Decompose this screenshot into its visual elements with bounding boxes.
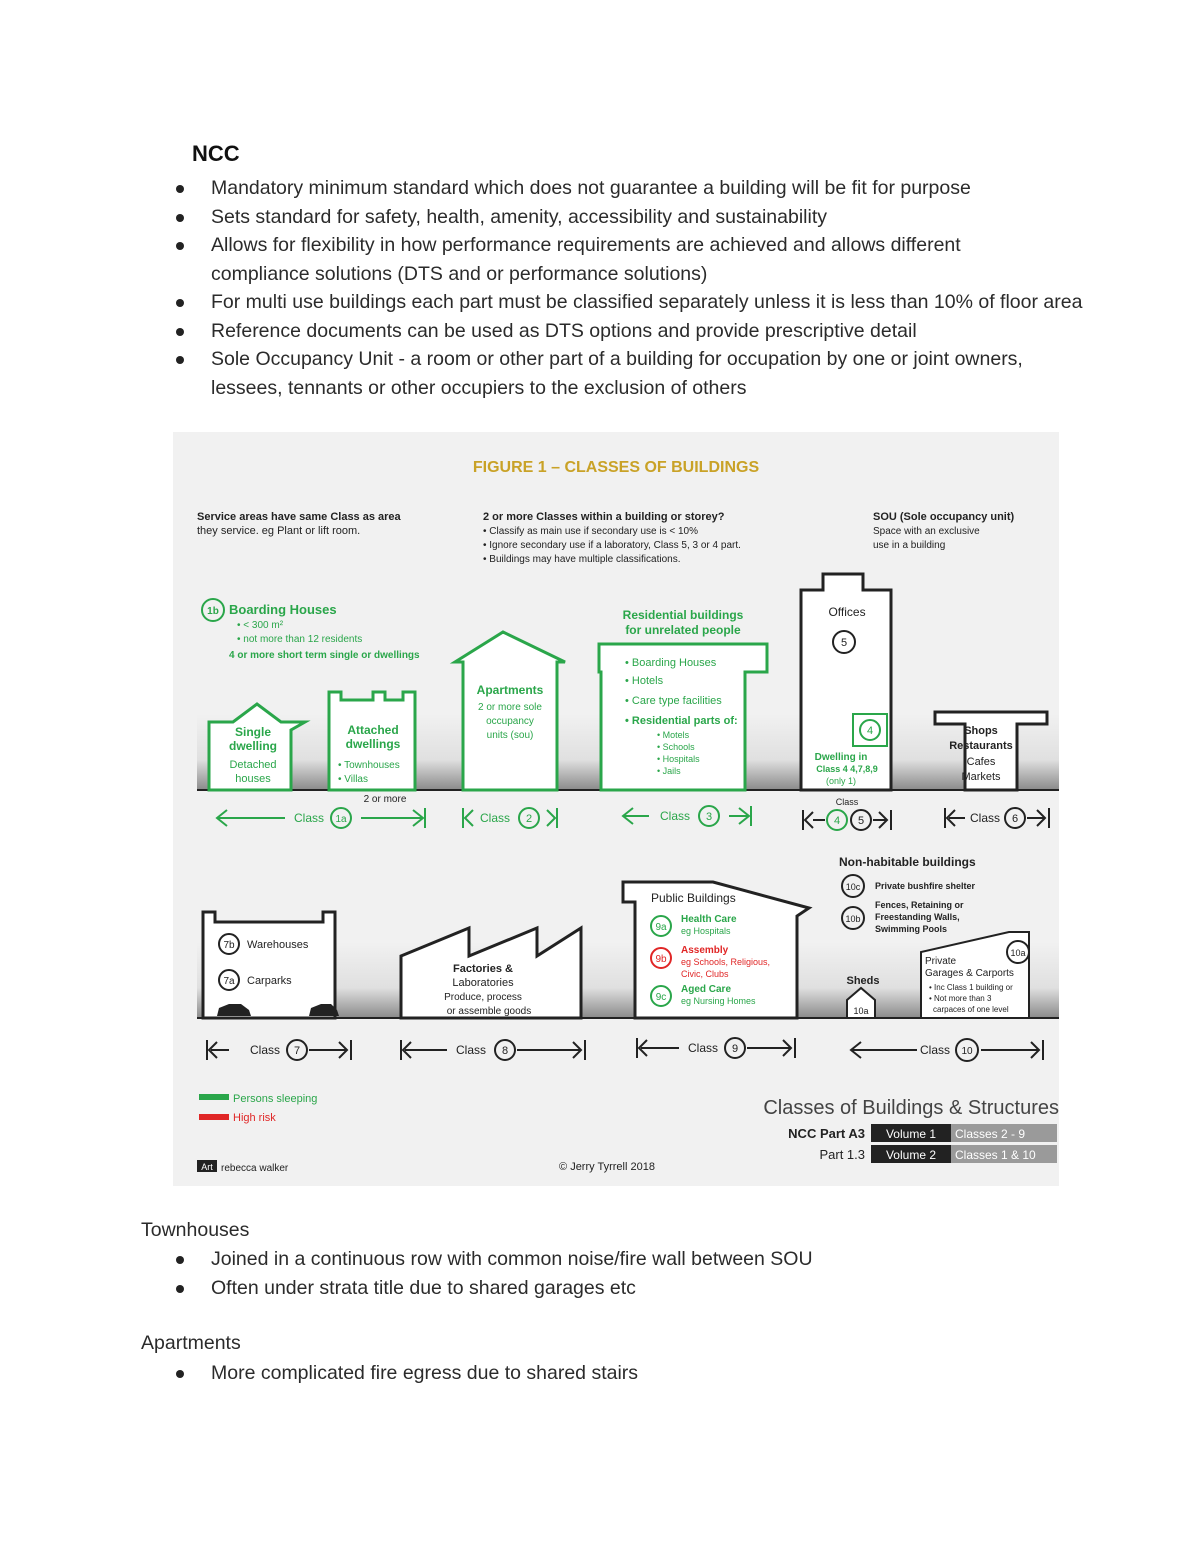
badge-4-text: 4	[866, 725, 874, 737]
single-line1: Single	[234, 725, 272, 739]
bullet-icon	[176, 356, 184, 364]
legend-risk-swatch	[199, 1114, 229, 1120]
factories-line1: Factories &	[453, 963, 513, 975]
dwelling-line2: Class 4 4,7,8,9	[816, 764, 878, 774]
class-5-badge: 5	[857, 815, 865, 827]
vol2-classes: Classes 1 & 10	[955, 1148, 1036, 1162]
residential-sub-3: • Jails	[657, 766, 681, 776]
factories-line2: Laboratories	[452, 977, 514, 989]
big-title: Classes of Buildings & Structures	[763, 1097, 1059, 1119]
nonhab-b-text2: Freestanding Walls,	[875, 912, 960, 922]
class-10-badge: 10	[961, 1046, 973, 1057]
class-8-word: Class	[455, 1043, 487, 1057]
class-6-word: Class	[969, 811, 1001, 825]
vol1-label: Volume 1	[885, 1127, 937, 1141]
art-credit-label: Art	[201, 1162, 213, 1172]
single-line3: Detached	[229, 759, 277, 771]
note-sou-3: use in a building	[873, 540, 946, 551]
nonhab-b-text1: Fences, Retaining or	[875, 900, 964, 910]
public-c-line2: eg Nursing Homes	[681, 996, 756, 1006]
class-6-badge: 6	[1011, 813, 1019, 825]
note-sou-1: SOU (Sole occupancy unit)	[873, 511, 1015, 523]
legend-risk-label: High risk	[233, 1112, 276, 1124]
attached-line3: • Townhouses	[338, 760, 400, 771]
residential-head2: for unrelated people	[625, 623, 741, 637]
note-service-2: they service. eg Plant or lift room.	[197, 525, 361, 537]
list-item: Often under strata title due to shared garages etc	[176, 1274, 813, 1303]
residential-item-3: • Residential parts of:	[625, 715, 738, 727]
garages-line5: carpaces of one level	[933, 1005, 1009, 1014]
attached-line1: Attached	[347, 723, 399, 737]
list-item: Reference documents can be used as DTS options and provide prescriptive detail	[176, 317, 1091, 346]
boarding-title: Boarding Houses	[229, 602, 337, 617]
residential-head1: Residential buildings	[622, 608, 744, 622]
class-4-badge: 4	[833, 815, 841, 827]
badge-1b-text: 1b	[207, 606, 219, 617]
single-line2: dwelling	[229, 739, 277, 753]
class-9-word: Class	[687, 1041, 719, 1055]
badge-7a-text: 7a	[223, 976, 235, 987]
garages-line2: Garages & Carports	[925, 968, 1014, 979]
attached-line2: dwellings	[345, 737, 401, 751]
badge-10a-text: 10a	[1010, 948, 1026, 958]
vol2-label: Volume 2	[885, 1148, 937, 1162]
garages-line4: • Not more than 3	[929, 994, 992, 1003]
shops-line1: Shops	[964, 725, 998, 737]
shops-line2: Restaurants	[949, 740, 1013, 752]
badge-7b-text: 7b	[223, 940, 235, 951]
list-item: Allows for flexibility in how performance requirements are achieved and allows different compliance solutions (DTS and or performance solutions)	[176, 231, 1051, 288]
residential-sub-1: • Schools	[657, 742, 695, 752]
class-10-word: Class	[919, 1043, 951, 1057]
class-3-badge: 3	[705, 811, 713, 823]
sheds-label: Sheds	[846, 975, 880, 987]
offices-label: Offices	[828, 605, 866, 619]
figure-graphic	[173, 432, 1059, 1186]
badge-9b-text: 9b	[655, 954, 667, 965]
badge-10c-text: 10c	[845, 882, 861, 892]
public-b-line1: Assembly	[681, 945, 729, 956]
public-c-line1: Aged Care	[681, 984, 732, 995]
part-a3: NCC Part A3	[788, 1126, 865, 1141]
single-line4: houses	[235, 773, 271, 785]
badge-10b-text: 10b	[845, 914, 861, 924]
factories-line4: or assemble goods	[446, 1006, 532, 1017]
list-item: Sole Occupancy Unit - a room or other part of a building for occupation by one or joint owners, lessees, tennants or other occupiers to the exclusion of others	[176, 345, 1061, 402]
residential-item-1: • Hotels	[625, 675, 664, 687]
note-service-1: Service areas have same Class as area	[197, 511, 401, 523]
list-item: More complicated fire egress due to shared stairs	[176, 1359, 638, 1388]
carparks-label: Carparks	[247, 975, 292, 987]
list-item: Joined in a continuous row with common noise/fire wall between SOU	[176, 1245, 813, 1274]
public-b-line3: Civic, Clubs	[681, 969, 729, 979]
dwelling-line3: (only 1)	[825, 776, 857, 786]
bullet-icon	[176, 1285, 184, 1293]
badge-5-text: 5	[840, 637, 848, 649]
shops-line4: Markets	[961, 771, 1001, 783]
class-8-badge: 8	[501, 1045, 509, 1057]
list-item: Mandatory minimum standard which does not guarantee a building will be fit for purpose	[176, 174, 1091, 203]
bullet-icon	[176, 1370, 184, 1378]
class-9-badge: 9	[731, 1043, 739, 1055]
note-classes-4: • Buildings may have multiple classifications.	[483, 554, 681, 565]
note-classes-2: • Classify as main use if secondary use is < 10%	[483, 526, 698, 537]
legend-sleeping-label: Persons sleeping	[233, 1093, 318, 1105]
list-item: Sets standard for safety, health, amenity, accessibility and sustainability	[176, 203, 1091, 232]
apartments-line4: units (sou)	[486, 730, 534, 741]
nonhab-a-text: Private bushfire shelter	[875, 881, 976, 891]
bullet-icon	[176, 242, 184, 250]
ncc-heading: NCC	[192, 141, 240, 166]
nonhab-title: Non-habitable buildings	[839, 855, 976, 869]
factories-line3: Produce, process	[444, 992, 522, 1003]
apartments-line2: 2 or more sole	[478, 702, 542, 713]
warehouse-building	[203, 912, 335, 1018]
legend-sleeping-swatch	[199, 1094, 229, 1100]
townhouses-bullet-list	[176, 1245, 813, 1302]
attached-note: 2 or more	[363, 794, 407, 805]
public-title: Public Buildings	[651, 891, 736, 905]
boarding-line3: 4 or more short term single or dwellings	[229, 650, 420, 661]
class-7-badge: 7	[293, 1045, 301, 1057]
shops-line3: Cafes	[966, 756, 996, 768]
garages-line3: • Inc Class 1 building or	[929, 983, 1013, 992]
attached-line4: • Villas	[338, 774, 368, 785]
class-1a-badge: 1a	[335, 814, 347, 825]
badge-9c-text: 9c	[655, 992, 667, 1003]
copyright: © Jerry Tyrrell 2018	[559, 1161, 655, 1173]
public-a-line2: eg Hospitals	[681, 926, 731, 936]
apartments-bullet-list	[176, 1359, 638, 1388]
residential-item-2: • Care type facilities	[625, 695, 722, 707]
public-a-line1: Health Care	[681, 914, 737, 925]
note-sou-2: Space with an exclusive	[873, 526, 980, 537]
bullet-icon	[176, 1256, 184, 1264]
dwelling-line1: Dwelling in	[814, 752, 868, 763]
figure-title: FIGURE 1 – CLASSES OF BUILDINGS	[472, 459, 760, 476]
nonhab-b-text3: Swimming Pools	[875, 924, 948, 934]
bullet-icon	[176, 185, 184, 193]
class-7-word: Class	[249, 1043, 281, 1057]
class-2-word: Class	[479, 811, 511, 825]
art-credit-name: rebecca walker	[221, 1163, 289, 1174]
townhouses-heading: Townhouses	[141, 1219, 250, 1241]
shed-badge: 10a	[853, 1006, 869, 1016]
vol1-classes: Classes 2 - 9	[955, 1127, 1026, 1141]
ncc-bullet-list	[176, 174, 1091, 402]
classes-of-buildings-figure	[173, 432, 1059, 1186]
residential-sub-0: • Motels	[657, 730, 690, 740]
residential-sub-2: • Hospitals	[657, 754, 700, 764]
part-13: Part 1.3	[819, 1147, 865, 1162]
residential-item-0: • Boarding Houses	[625, 657, 717, 669]
apartments-heading: Apartments	[141, 1332, 241, 1354]
class-1a-word: Class	[293, 811, 325, 825]
bullet-icon	[176, 299, 184, 307]
boarding-line1: • < 300 m²	[237, 620, 284, 631]
apartments-line1: Apartments	[476, 683, 544, 697]
boarding-line2: • not more than 12 residents	[237, 634, 363, 645]
badge-9a-text: 9a	[655, 922, 667, 933]
list-item: For multi use buildings each part must be classified separately unless it is less than 10% of floor area	[176, 288, 1091, 317]
note-classes-3: • Ignore secondary use if a laboratory, Class 5, 3 or 4 part.	[483, 540, 741, 551]
bullet-icon	[176, 328, 184, 336]
bullet-icon	[176, 214, 184, 222]
class-2-badge: 2	[525, 813, 533, 825]
garages-line1: Private	[925, 956, 957, 967]
class-4-5-word: Class	[835, 797, 859, 807]
class-3-word: Class	[659, 809, 691, 823]
apartments-line3: occupancy	[486, 716, 534, 727]
note-classes-1: 2 or more Classes within a building or storey?	[483, 511, 725, 523]
public-b-line2: eg Schools, Religious,	[681, 957, 771, 967]
warehouses-label: Warehouses	[247, 939, 309, 951]
